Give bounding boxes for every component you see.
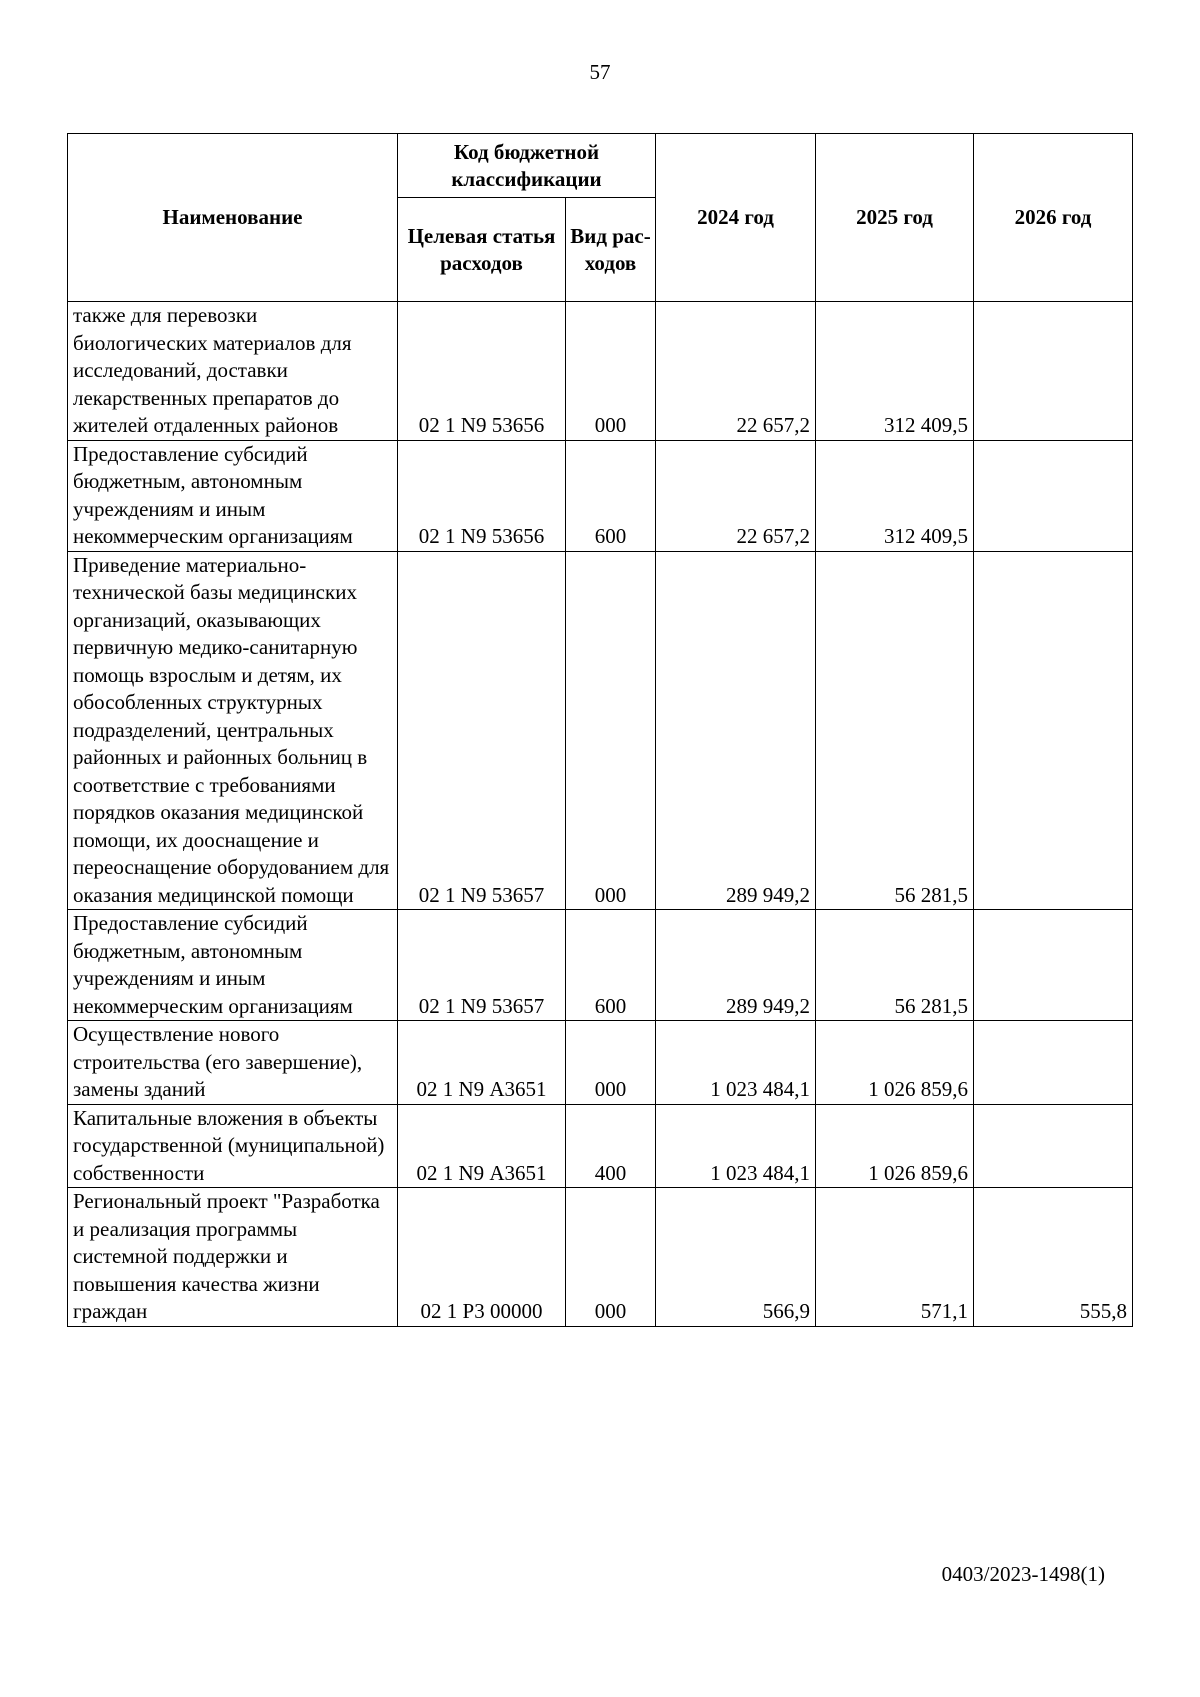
row-code: 02 1 N9 53657 — [398, 551, 566, 910]
row-2026 — [974, 551, 1133, 910]
row-2024: 1 023 484,1 — [656, 1021, 816, 1105]
row-2026 — [974, 1104, 1133, 1188]
header-expense-kind: Вид рас-ходов — [566, 198, 656, 302]
row-kind: 000 — [566, 1021, 656, 1105]
row-2026 — [974, 440, 1133, 551]
row-name: также для перевозки биологических материалов для исследований, доставки лекарственных препаратов до жителей отдаленных районов — [68, 302, 398, 441]
header-target-article: Целевая статья расходов — [398, 198, 566, 302]
page-number: 57 — [589, 60, 611, 84]
row-name: Предоставление субсидий бюджетным, автономным учреждениям и иным некоммерческим организациям — [68, 440, 398, 551]
table-row — [68, 1188, 1133, 1327]
row-code: 02 1 N9 А3651 — [398, 1104, 566, 1188]
row-2026 — [974, 1021, 1133, 1105]
row-code: 02 1 N9 А3651 — [398, 1021, 566, 1105]
budget-table — [67, 133, 1133, 1327]
row-name: Капитальные вложения в объекты государственной (муниципальной) собственности — [68, 1104, 398, 1188]
table-row — [68, 1104, 1133, 1188]
row-code: 02 1 N9 53656 — [398, 302, 566, 441]
header-2026: 2026 год — [974, 134, 1133, 302]
row-name: Осуществление нового строительства (его завершение), замены зданий — [68, 1021, 398, 1105]
row-kind: 000 — [566, 551, 656, 910]
table-row — [68, 302, 1133, 441]
row-2026: 555,8 — [974, 1188, 1133, 1327]
row-2025: 571,1 — [816, 1188, 974, 1327]
row-2025: 312 409,5 — [816, 440, 974, 551]
row-code: 02 1 N9 53657 — [398, 910, 566, 1021]
row-2025: 1 026 859,6 — [816, 1104, 974, 1188]
row-kind: 600 — [566, 910, 656, 1021]
header-budget-code: Код бюджетной классификации — [398, 134, 656, 198]
row-2026 — [974, 910, 1133, 1021]
table-row — [68, 551, 1133, 910]
row-2024: 1 023 484,1 — [656, 1104, 816, 1188]
row-code: 02 1 Р3 00000 — [398, 1188, 566, 1327]
table-row — [68, 1021, 1133, 1105]
row-kind: 000 — [566, 1188, 656, 1327]
header-2024: 2024 год — [656, 134, 816, 302]
row-kind: 400 — [566, 1104, 656, 1188]
row-code: 02 1 N9 53656 — [398, 440, 566, 551]
row-2024: 22 657,2 — [656, 440, 816, 551]
row-name: Приведение материально-технической базы медицинских организаций, оказывающих первичную медико-санитарную помощь взрослым и детям, их обособленных структурных подразделений, центральных районных и районных больниц в соответствие с требованиями порядков оказания медицинской помощи, их дооснащение и переоснащение оборудованием для оказания медицинской помощи — [68, 551, 398, 910]
table-row — [68, 910, 1133, 1021]
header-2025: 2025 год — [816, 134, 974, 302]
row-kind: 600 — [566, 440, 656, 551]
header-name: Наименование — [68, 134, 398, 302]
document-id: 0403/2023-1498(1) — [941, 1562, 1105, 1586]
row-2025: 312 409,5 — [816, 302, 974, 441]
table-row — [68, 440, 1133, 551]
row-2024: 22 657,2 — [656, 302, 816, 441]
row-2024: 289 949,2 — [656, 551, 816, 910]
row-2025: 56 281,5 — [816, 551, 974, 910]
row-2025: 56 281,5 — [816, 910, 974, 1021]
row-2026 — [974, 302, 1133, 441]
row-name: Предоставление субсидий бюджетным, автономным учреждениям и иным некоммерческим организациям — [68, 910, 398, 1021]
row-kind: 000 — [566, 302, 656, 441]
row-name: Региональный проект "Разработка и реализация программы системной поддержки и повышения качества жизни граждан — [68, 1188, 398, 1327]
row-2024: 566,9 — [656, 1188, 816, 1327]
row-2024: 289 949,2 — [656, 910, 816, 1021]
row-2025: 1 026 859,6 — [816, 1021, 974, 1105]
